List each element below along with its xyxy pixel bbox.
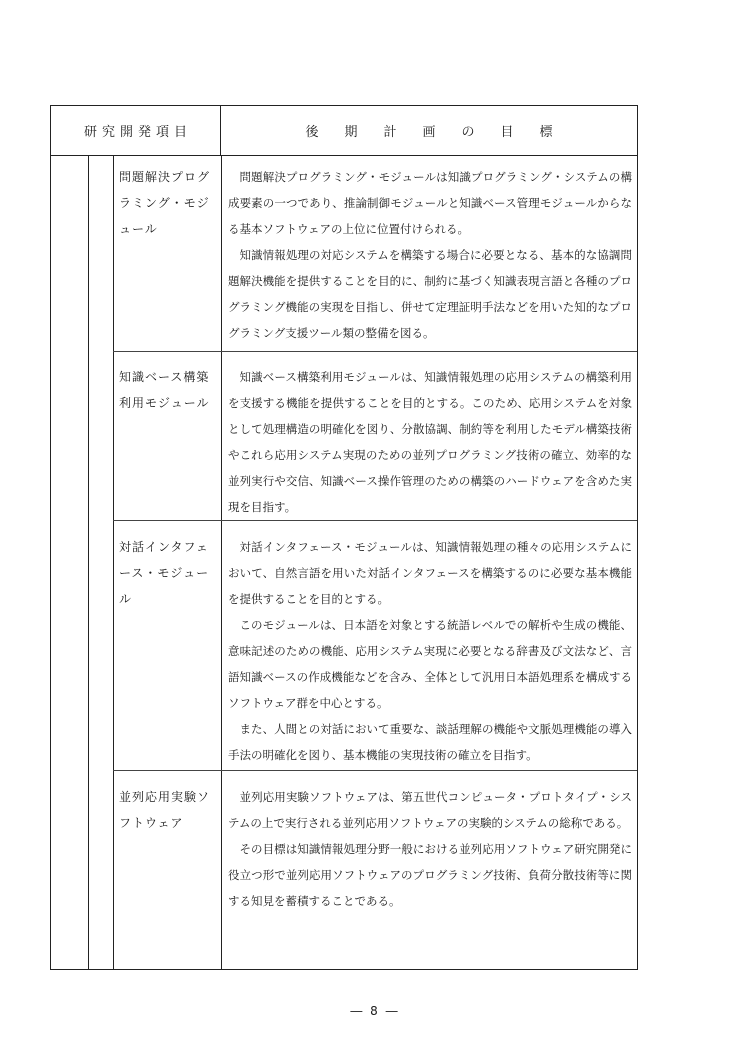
row-item-knowledge-base-module: 知識ベース構築利用モジュール [119,370,210,410]
row-item-problem-solving-module: 問題解決プログラミング・モジュール [119,170,211,236]
row-goal-problem-solving-module [228,164,632,346]
row-goal-dialogue-interface-module [228,534,632,768]
header-rd-item: 研究開発項目 [51,106,221,155]
plan-table [50,105,638,970]
indent-column-line-1 [88,156,89,969]
table-header [51,106,637,156]
row-divider [113,520,637,521]
row-item-parallel-application-software: 並列応用実験ソフトウェア [119,790,211,830]
paragraph: このモジュールは、日本語を対象とする統語レベルでの解析や生成の機能、意味記述のための機能、応用システム実現に必要となる辞書及び文法など、言語知識ベースの作成機能などを含み、全体として汎用日本語処理系を構成するソフトウェア群を中心とする。 [228,618,632,710]
paragraph: 知識情報処理の対応システムを構築する場合に必要となる、基本的な協調問題解決機能を提供することを目的に、制約に基づく知識表現言語と各種のプログラミング機能の実現を目指し、併せて定理証明手法などを用いた知的なプログラミング支援ツール類の整備を図る。 [228,248,632,340]
paragraph: 知識ベース構築利用モジュールは、知識情報処理の応用システムの構築利用を支援する機能を提供することを目的とする。このため、応用システムを対象として処理構造の明確化を図り、分散協調、制約等を利用したモデル構築技術やこれら応用システム実現のための並列プログラミング技術の確立、効率的な並列実行や交信、知識ベース操作管理のための構築のハードウェアを含めた実現を目指す。 [228,370,632,514]
row-item-dialogue-interface-module: 対話インタフェース・モジュール [119,540,210,606]
paragraph: 問題解決プログラミング・モジュールは知識プログラミング・システムの構成要素の一つであり、推論制御モジュールと知識ベース管理モジュールからなる基本ソフトウェアの上位に位置付けられる。 [228,170,632,236]
paragraph: 並列応用実験ソフトウェアは、第五世代コンピュータ・プロトタイプ・システムの上で実行される並列応用ソフトウェアの実験的システムの総称である。 [228,790,632,830]
paragraph: 対話インタフェース・モジュールは、知識情報処理の種々の応用システムにおいて、自然言語を用いた対話インタフェースを構築するのに必要な基本機能を提供することを目的とする。 [228,540,632,606]
page-number: ― 8 ― [350,1004,400,1018]
indent-column-line-2 [113,156,114,969]
column-divider [221,156,222,969]
row-goal-knowledge-base-module [228,364,632,520]
row-divider [113,770,637,771]
header-later-plan-goal: 後期計画の目標 [305,125,579,140]
row-goal-parallel-application-software [228,784,632,914]
paragraph: また、人間との対話において重要な、談話理解の機能や文脈処理機能の導入手法の明確化を図り、基本機能の実現技術の確立を目指す。 [228,722,632,762]
paragraph: その目標は知識情報処理分野一般における並列応用ソフトウェア研究開発に役立つ形で並列応用ソフトウェアのプログラミング技術、負荷分散技術等に関する知見を蓄積することである。 [228,842,632,908]
row-divider [113,351,637,352]
